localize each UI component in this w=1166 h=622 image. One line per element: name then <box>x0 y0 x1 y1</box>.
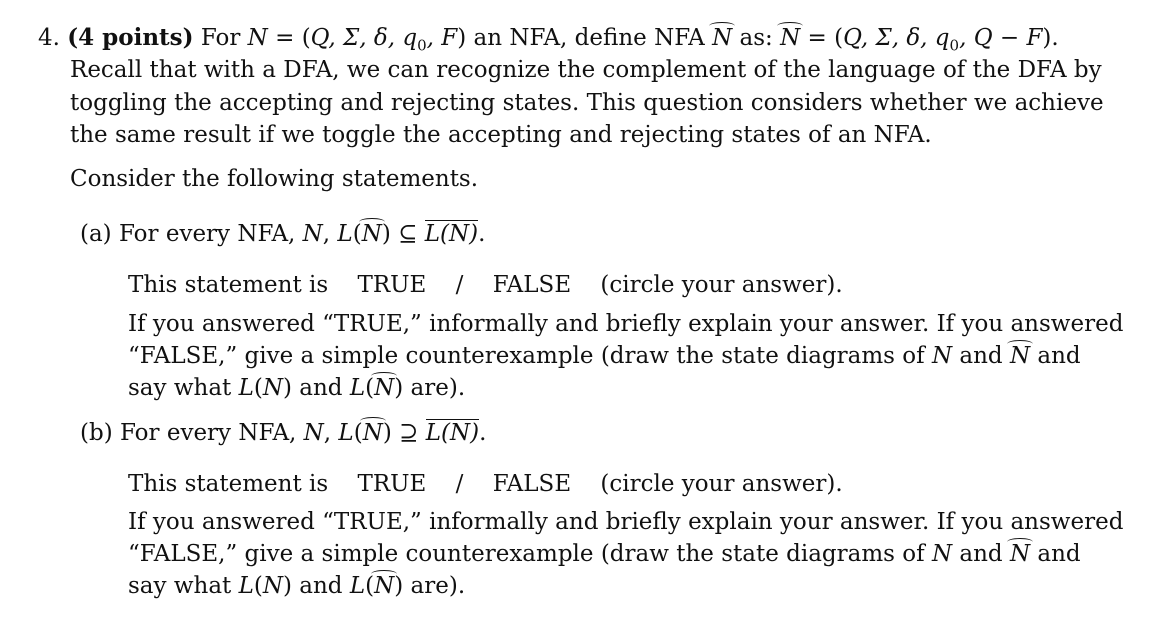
intro-line: Recall that with a DFA, we can recognize the complement of the language of the DFA by <box>70 57 1102 83</box>
nfa-symbol: N <box>247 25 268 51</box>
intro-text: For <box>200 25 241 51</box>
intro-text-2: ) an NFA, define NFA <box>457 25 705 51</box>
part-a-explain-2: “FALSE,” give a simple counterexample (draw the state diagrams of N and N and <box>128 340 1081 372</box>
points-label: (4 points) <box>67 24 194 51</box>
part-b-explain-2: “FALSE,” give a simple counterexample (draw the state diagrams of N and N and <box>128 538 1081 570</box>
part-b-answer-line: This statement is TRUE / FALSE (circle your answer). <box>128 471 843 497</box>
question-number: 4. <box>38 25 60 51</box>
part-b-statement: (b) For every NFA, N, L(N) ⊇ L(N). <box>80 417 486 449</box>
nfa-hat-symbol: N <box>780 22 800 54</box>
intro-line: toggling the accepting and rejecting states. This question considers whether we achieve <box>70 90 1104 116</box>
part-a-label: (a) <box>80 221 112 247</box>
part-a-explain-1: If you answered “TRUE,” informally and briefly explain your answer. If you answered <box>128 311 1124 337</box>
part-a-explain-3: say what L(N) and L(N) are). <box>128 372 465 404</box>
part-a-answer-line: This statement is TRUE / FALSE (circle your answer). <box>128 272 843 298</box>
true-option[interactable]: TRUE <box>357 471 427 497</box>
question-header: 4. (4 points) For N = (Q, Σ, δ, $q_0$, F) an NFA, define NFA N as: N = (Q, Σ, δ, $q_0$, Q − F). <box>38 24 1059 55</box>
false-option[interactable]: FALSE <box>492 471 572 497</box>
false-option[interactable]: FALSE <box>492 272 572 298</box>
true-option[interactable]: TRUE <box>357 272 427 298</box>
part-b-explain-1: If you answered “TRUE,” informally and briefly explain your answer. If you answered <box>128 509 1124 535</box>
part-b-explain-3: say what L(N) and L(N) are). <box>128 570 465 602</box>
intro-line: the same result if we toggle the accepting and rejecting states of an NFA. <box>70 122 932 148</box>
part-a-statement: (a) For every NFA, N, L(N) ⊆ L(N). <box>80 218 485 250</box>
consider-text: Consider the following statements. <box>70 166 479 192</box>
nfa-hat-symbol: N <box>712 22 732 54</box>
part-b-label: (b) <box>80 420 113 446</box>
